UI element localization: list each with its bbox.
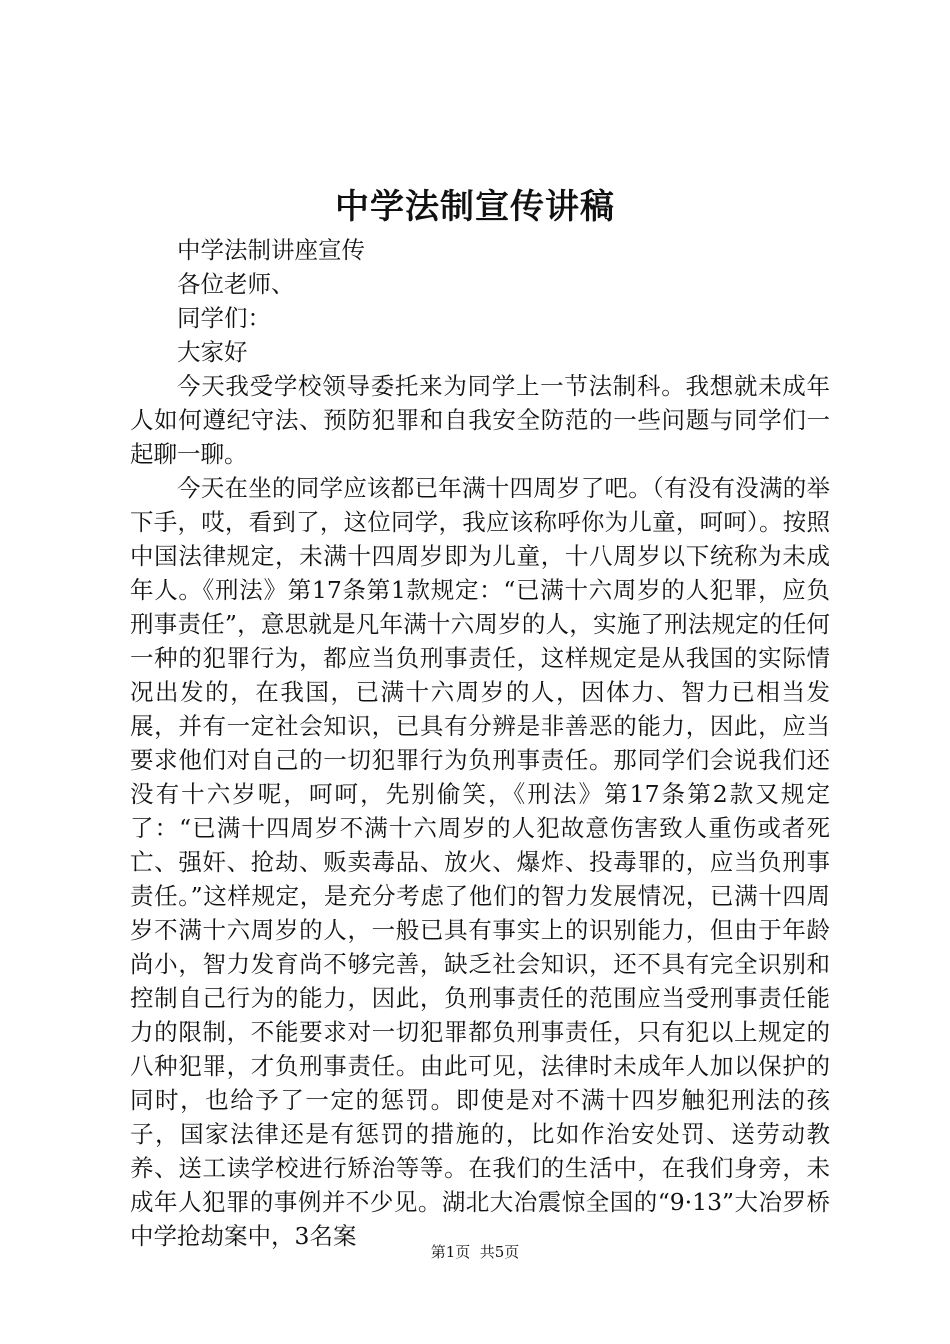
paragraph-main: 今天在坐的同学应该都已年满十四周岁了吧。（有没有没满的举下手，哎，看到了，这位同学，我应该称呼你为儿童，呵呵）。按照中国法律规定，未满十四周岁即为儿童，十八周岁以下统称为未成年人。《刑法》第17条第1款规定：“已满十六周岁的人犯罪，应负刑事责任”，意思就是凡年满十六周岁的人，实施了刑法规定的任何一种的犯罪行为，都应当负刑事责任，这样规定是从我国的实际情况出发的，在我国，已满十六周岁的人，因体力、智力已相当发展，并有一定社会知识，已具有分辨是非善恶的能力，因此，应当要求他们对自己的一切犯罪行为负刑事责任。那同学们会说我们还没有十六岁呢，呵呵，先别偷笑，《刑法》第17条第2款又规定了：“已满十四周岁不满十六周岁的人犯故意伤害致人重伤或者死亡、强奸、抢劫、贩卖毒品、放火、爆炸、投毒罪的，应当负刑事责任。”这样规定，是充分考虑了他们的智力发展情况，已满十四周岁不满十六周岁的人，一般已具有事实上的识别能力，但由于年龄尚小，智力发育尚不够完善，缺乏社会知识，还不具有完全识别和控制自己行为的能力，因此，负刑事责任的范围应当受刑事责任能力的限制，不能要求对一切犯罪都负刑事责任，只有犯以上规定的八种犯罪，才负刑事责任。由此可见，法律时未成年人加以保护的同时，也给予了一定的惩罚。即使是对不满十四岁触犯刑法的孩子，国家法律还是有惩罚的措施的，比如作治安处罚、送劳动教养、送工读学校进行矫治等等。在我们的生活中，在我们身旁，未成年人犯罪的事例并不少见。湖北大冶震惊全国的“9·13”大冶罗桥中学抢劫案中，3名案 bbox=[130, 474, 830, 1250]
paragraph-subtitle: 中学法制讲座宣传 bbox=[177, 236, 365, 264]
paragraph-greeting-students: 同学们： bbox=[177, 304, 271, 332]
document-body bbox=[130, 233, 830, 1253]
paragraph-intro: 今天我受学校领导委托来为同学上一节法制科。我想就未成年人如何遵纪守法、预防犯罪和自我安全防范的一些问题与同学们一起聊一聊。 bbox=[130, 372, 830, 468]
document-title: 中学法制宣传讲稿 bbox=[335, 187, 615, 227]
paragraph-greeting-teachers: 各位老师、 bbox=[177, 270, 295, 298]
paragraph-hello: 大家好 bbox=[177, 338, 248, 366]
page-footer: 第1页 共5页 bbox=[430, 1243, 520, 1261]
